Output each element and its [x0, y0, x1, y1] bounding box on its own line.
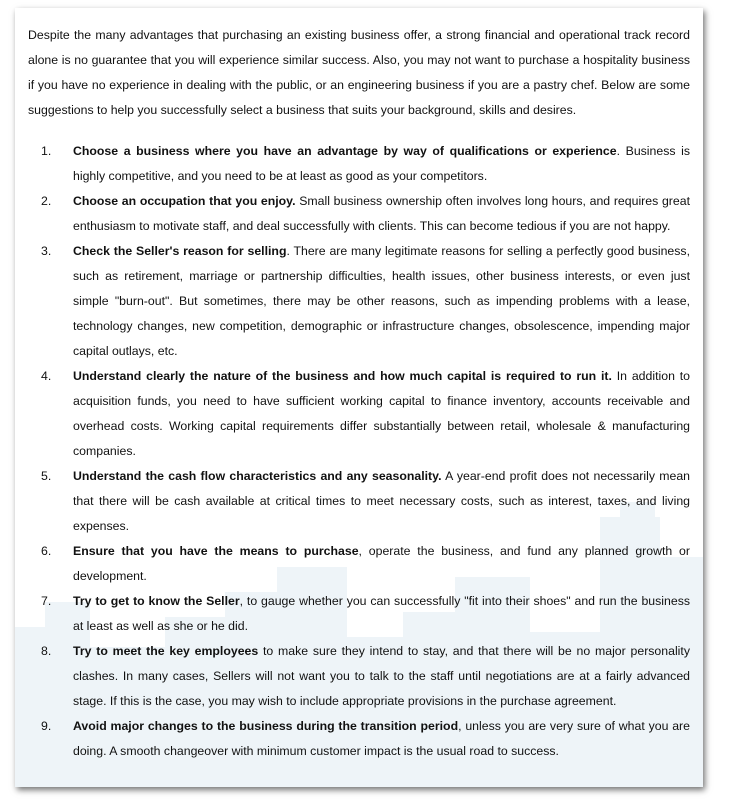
intro-paragraph: Despite the many advantages that purchasing an existing business offer, a strong financial and operational track record alone is no guarantee that you will experience similar success. Also, you may not want to purchase a hospitality business if you have no experience in dealing with the public, or an engineering business if you are a pastry chef. Below are some suggestions to help you successfully select a business that suits your background, skills and desires. — [28, 28, 690, 117]
list-item-heading: Understand clearly the nature of the business and how much capital is required to run it. — [73, 369, 612, 383]
list-item-text: Small business ownership often involves long hours, and requires great enthusiasm to motivate staff, and deal successfully with clients. This can become tedious if you are not happy. — [73, 194, 690, 233]
document-page — [15, 8, 703, 787]
list-item-heading: Try to meet the key employees — [73, 644, 259, 658]
list-item-heading: Try to get to know the Seller — [73, 594, 240, 608]
list-item — [28, 464, 690, 539]
list-item — [28, 639, 690, 714]
list-item-number: 8. — [41, 644, 52, 658]
list-item-number: 2. — [41, 194, 52, 208]
document-body — [15, 8, 703, 764]
list-item — [28, 139, 690, 189]
list-item-heading: Ensure that you have the means to purchase — [73, 544, 359, 558]
list-item-text: , to gauge whether you can successfully "fit into their shoes" and run the business at least as well as she or he did. — [73, 594, 690, 633]
list-item-heading: Avoid major changes to the business during the transition period — [73, 719, 459, 733]
list-item-heading: Choose a business where you have an advantage by way of qualifications or experience — [73, 144, 617, 158]
list-item — [28, 539, 690, 589]
list-item — [28, 714, 690, 764]
list-item-text: . Business is highly competitive, and you need to be at least as good as your competitors. — [73, 144, 690, 183]
suggestions-list — [28, 139, 690, 764]
list-item-number: 6. — [41, 544, 52, 558]
list-item-text: . There are many legitimate reasons for selling a perfectly good business, such as retirement, marriage or partnership difficulties, health issues, other business interests, or even just simple "burn-out". But sometimes, there may be other reasons, such as impending problems with a lease, technology changes, new competition, demographic or infrastructure changes, obsolescence, impending major capital outlays, etc. — [73, 244, 690, 358]
list-item-number: 7. — [41, 594, 52, 608]
list-item — [28, 589, 690, 639]
list-item — [28, 364, 690, 464]
list-item-text: , operate the business, and fund any planned growth or development. — [73, 544, 690, 583]
list-item-text: to make sure they intend to stay, and that there will be no major personality clashes. In many cases, Sellers will not want you to talk to the staff until negotiations are at a fairly advanced stage. If this is the case, you may wish to include appropriate provisions in the purchase agreement. — [73, 644, 690, 708]
list-item-number: 3. — [41, 244, 52, 258]
list-item-heading: Choose an occupation that you enjoy. — [73, 194, 296, 208]
list-item-number: 5. — [41, 469, 52, 483]
list-item-text: A year-end profit does not necessarily mean that there will be cash available at critical times to meet necessary costs, such as interest, taxes, and living expenses. — [73, 469, 690, 533]
list-item-text: , unless you are very sure of what you are doing. A smooth changeover with minimum customer impact is the usual road to success. — [73, 719, 690, 758]
list-item-heading: Check the Seller's reason for selling — [73, 244, 287, 258]
list-item-number: 4. — [41, 369, 52, 383]
list-item-text: In addition to acquisition funds, you need to have sufficient working capital to finance inventory, accounts receivable and overhead costs. Working capital requirements differ substantially between retail, wholesale & manufacturing companies. — [73, 369, 690, 458]
list-item-number: 9. — [41, 719, 52, 733]
list-item-number: 1. — [41, 144, 52, 158]
list-item-heading: Understand the cash flow characteristics and any seasonality. — [73, 469, 442, 483]
list-item — [28, 239, 690, 364]
list-item — [28, 189, 690, 239]
